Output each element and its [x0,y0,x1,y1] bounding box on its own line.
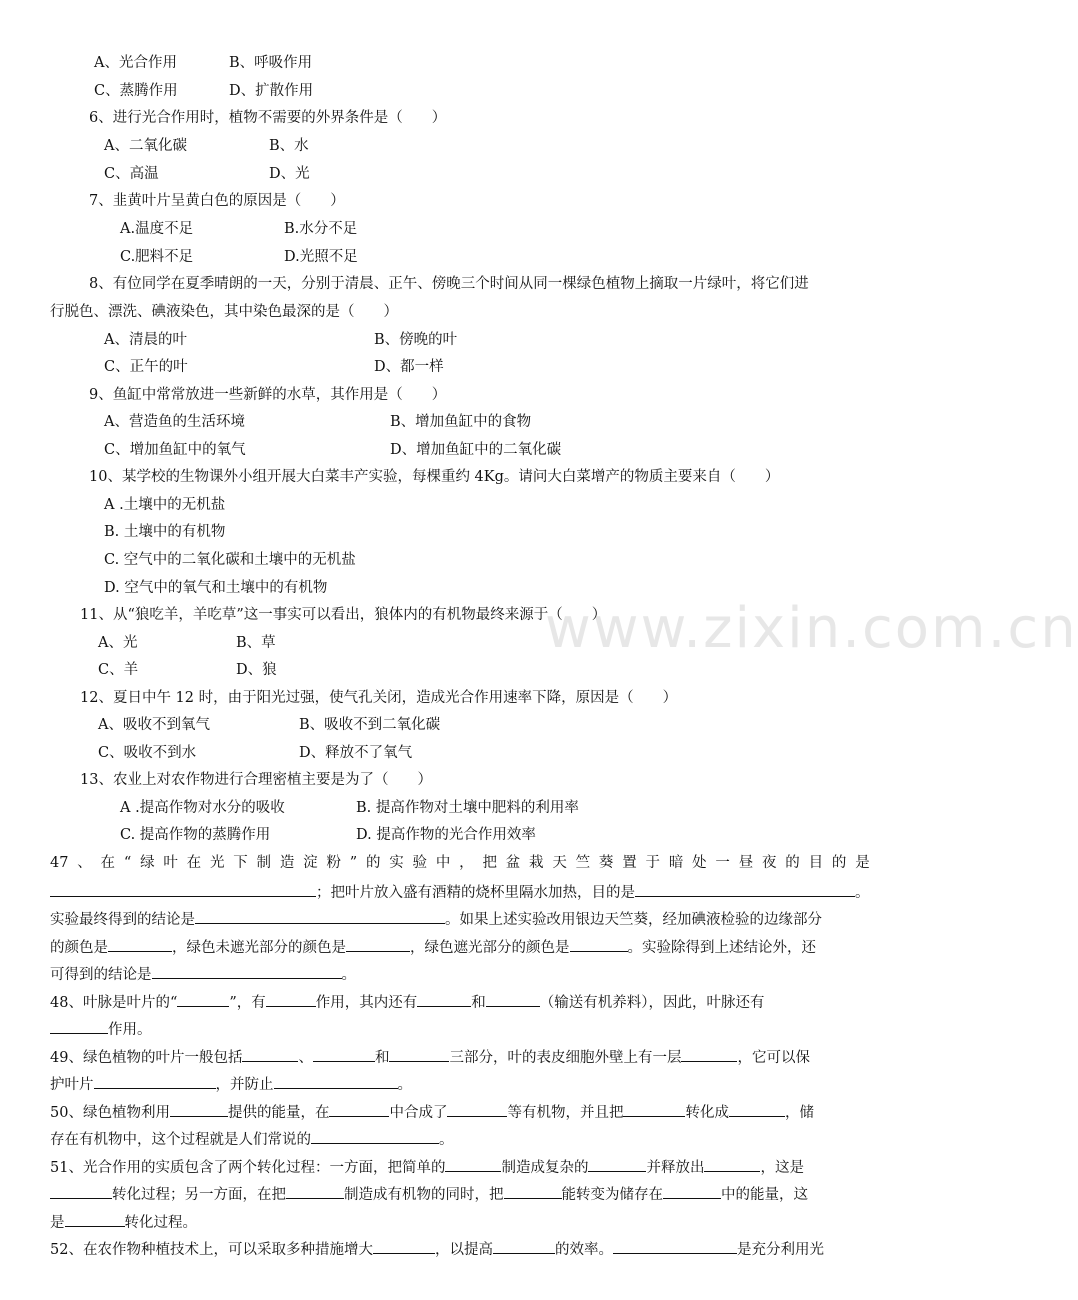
answer-blank[interactable] [65,1211,125,1227]
q5-option-d: D、扩散作用 [229,83,314,99]
q11-option-c: C、羊 [98,662,139,678]
q12-option-b: B、吸收不到二氧化碳 [299,717,441,733]
q47-char: 昼 [738,855,754,871]
q47-char: 天 [552,855,567,871]
answer-blank[interactable] [493,1238,555,1254]
answer-blank[interactable] [588,1156,646,1172]
q47-char: 暗 [668,855,684,871]
q51-line1: 51、光合作用的实质包含了两个转化过程：一方面，把简单的 制造成复杂的 并释放出 ，这是 [50,1156,804,1178]
q47-char: 栽 [529,855,544,871]
q47-char: 粉 [326,855,341,871]
q47-char: 把 [482,855,497,871]
q47-line4: 的颜色是 ，绿色未遮光部分的颜色是 ，绿色遮光部分的颜色是 。实验除得到上述结论外，还 [50,936,816,958]
answer-blank[interactable] [195,908,445,924]
q47-char: 绿 [140,855,155,871]
q47-char: 在 [186,855,202,871]
q50-line1: 50、绿色植物利用 提供的能量，在 中合成了 等有机物，并且把 转化成 ，储 [50,1101,814,1123]
answer-blank[interactable] [389,1046,449,1062]
q47-char: 实 [389,855,404,871]
q47-char: 中 [435,855,451,871]
q10-option-c: C. 空气中的二氧化碳和土壤中的无机盐 [104,552,356,568]
q7-option-d: D.光照不足 [284,249,358,265]
q9-option-d: D、增加鱼缸中的二氧化碳 [390,442,562,458]
q47-char: 盆 [505,855,521,871]
q47-char: 验 [412,855,428,871]
answer-blank[interactable] [681,1046,737,1062]
q47-char: 置 [622,855,637,871]
q52-line1: 52、在农作物种植技术上，可以采取多种措施增大 ，以提高 的效率。 是充分利用光 [50,1238,824,1260]
q6-option-a: A、二氧化碳 [104,138,187,154]
q50-line2: 存在有机物中，这个过程就是人们常说的 。 [50,1128,454,1150]
q47-char: 目 [808,855,824,871]
q47-char: 造 [279,855,295,871]
q47-line5: 可得到的结论是 。 [50,963,356,985]
answer-blank[interactable] [570,936,628,952]
q10-option-d: D. 空气中的氧气和土壤中的有机物 [104,580,328,596]
q8-stem-line1: 8、有位同学在夏季晴朗的一天，分别于清晨、正午、傍晚三个时间从同一棵绿色植物上摘取一片绿叶，将它们进 [89,276,809,292]
q11-option-a: A、光 [98,635,138,651]
q47-char: 是 [855,855,870,871]
q47-char: 一 [715,855,730,871]
answer-blank[interactable] [613,1238,737,1254]
answer-blank[interactable] [445,1156,501,1172]
answer-blank[interactable] [504,1183,562,1199]
q13-option-c: C. 提高作物的蒸腾作用 [120,827,271,843]
q47-char: 竺 [575,855,591,871]
q7-option-a: A.温度不足 [120,221,194,237]
q8-option-a: A、清晨的叶 [104,332,187,348]
answer-blank[interactable] [286,1183,344,1199]
q51-line2: 转化过程；另一方面，在把 制造成有机物的同时，把 能转变为储存在 中的能量，这 [50,1183,808,1205]
answer-blank[interactable] [486,991,540,1007]
q47-char: 制 [256,855,272,871]
answer-blank[interactable] [152,963,342,979]
answer-blank[interactable] [311,1128,439,1144]
answer-blank[interactable] [242,1046,298,1062]
q9-option-c: C、增加鱼缸中的氧气 [104,442,246,458]
answer-blank[interactable] [329,1101,389,1117]
q47-char: 的 [831,855,847,871]
answer-blank[interactable] [623,1101,685,1117]
q47-char: 47 [50,855,69,871]
answer-blank[interactable] [635,881,855,897]
answer-blank[interactable] [50,1018,108,1034]
q47-line3: 实验最终得到的结论是 。如果上述实验改用银边天竺葵，经加碘液检验的边缘部分 [50,908,822,930]
q51-line3: 是 转化过程。 [50,1211,197,1233]
q9-stem: 9、鱼缸中常常放进一些新鲜的水草，其作用是（ ） [89,387,447,403]
q10-option-a: A .土壤中的无机盐 [104,497,226,513]
answer-blank[interactable] [373,1238,435,1254]
q47-char: 处 [692,855,707,871]
q5-option-b: B、呼吸作用 [229,55,313,71]
q7-option-c: C.肥料不足 [120,249,194,265]
q13-option-d: D. 提高作物的光合作用效率 [356,827,536,843]
q6-option-c: C、高温 [104,166,159,182]
q47-char: “ [123,855,132,871]
watermark: www.zixin.com.cn [545,596,1078,661]
q47-char: 、 [77,855,92,871]
q12-stem: 12、夏日中午 12 时，由于阳光过强，使气孔关闭，造成光合作用速率下降，原因是（ ） [80,690,678,706]
q9-option-b: B、增加鱼缸中的食物 [390,414,532,430]
answer-blank[interactable] [50,1183,112,1199]
q47-char: 的 [785,855,800,871]
q7-stem: 7、韭黄叶片呈黄白色的原因是（ ） [89,193,345,209]
q11-option-d: D、狼 [236,662,277,678]
answer-blank[interactable] [346,936,410,952]
q6-option-d: D、光 [269,166,310,182]
answer-blank[interactable] [417,991,471,1007]
q13-option-b: B. 提高作物对土壤中肥料的利用率 [356,800,579,816]
q47-char: 在 [100,855,116,871]
q10-stem: 10、某学校的生物课外小组开展大白菜丰产实验，每棵重约 4Kg。请问大白菜增产的物质主要来自（ ） [89,469,780,485]
q6-stem: 6、进行光合作用时，植物不需要的外界条件是（ ） [89,110,447,126]
q8-stem-line2: 行脱色、漂洗、碘液染色，其中染色最深的是（ ） [50,304,398,320]
q47-line2: ；把叶片放入盛有酒精的烧杯里隔水加热，目的是 。 [50,881,870,903]
q12-option-d: D、释放不了氧气 [299,745,413,761]
q10-option-b: B. 土壤中的有机物 [104,524,226,540]
q48-line2: 作用。 [50,1018,152,1040]
q12-option-c: C、吸收不到水 [98,745,197,761]
q8-option-c: C、正午的叶 [104,359,188,375]
answer-blank[interactable] [94,1073,216,1089]
q5-option-c: C、蒸腾作用 [94,83,178,99]
q47-char: 葵 [598,855,614,871]
q6-option-b: B、水 [269,138,309,154]
q49-line2: 护叶片 ，并防止 。 [50,1073,412,1095]
q47-char: 淀 [303,855,318,871]
q9-option-a: A、营造鱼的生活环境 [104,414,245,430]
answer-blank[interactable] [729,1101,785,1117]
q11-stem: 11、从“狼吃羊，羊吃草”这一事实可以看出，狼体内的有机物最终来源于（ ） [80,607,607,623]
answer-blank[interactable] [266,991,316,1007]
q8-option-b: B、傍晚的叶 [374,332,458,348]
answer-blank[interactable] [50,881,316,897]
answer-blank[interactable] [663,1183,721,1199]
answer-blank[interactable] [274,1073,398,1089]
answer-blank[interactable] [447,1101,507,1117]
answer-blank[interactable] [313,1046,375,1062]
q47-char: 光 [209,855,225,871]
q8-option-d: D、都一样 [374,359,444,375]
q47-char: 叶 [163,855,178,871]
answer-blank[interactable] [177,991,229,1007]
answer-blank[interactable] [170,1101,228,1117]
q47-char: 的 [365,855,381,871]
q47-char: 夜 [762,855,777,871]
q11-option-b: B、草 [236,635,276,651]
q47-char: ” [349,855,358,871]
q47-char: 于 [645,855,661,871]
q13-stem: 13、农业上对农作物进行合理密植主要是为了（ ） [80,772,432,788]
q47-line1 [50,853,870,873]
q47-char: ， [459,855,474,871]
q13-option-a: A .提高作物对水分的吸收 [120,800,285,816]
answer-blank[interactable] [108,936,172,952]
q49-line1: 49、绿色植物的叶片一般包括 、 和 三部分，叶的表皮细胞外壁上有一层 ，它可以保 [50,1046,810,1068]
answer-blank[interactable] [704,1156,760,1172]
q48-line1: 48、叶脉是叶片的“ ”，有 作用，其内还有 和 （输送有机养料），因此，叶脉还有 [50,991,765,1013]
q12-option-a: A、吸收不到氧气 [98,717,210,733]
q7-option-b: B.水分不足 [284,221,358,237]
q5-option-a: A、光合作用 [94,55,177,71]
q47-char: 下 [233,855,248,871]
